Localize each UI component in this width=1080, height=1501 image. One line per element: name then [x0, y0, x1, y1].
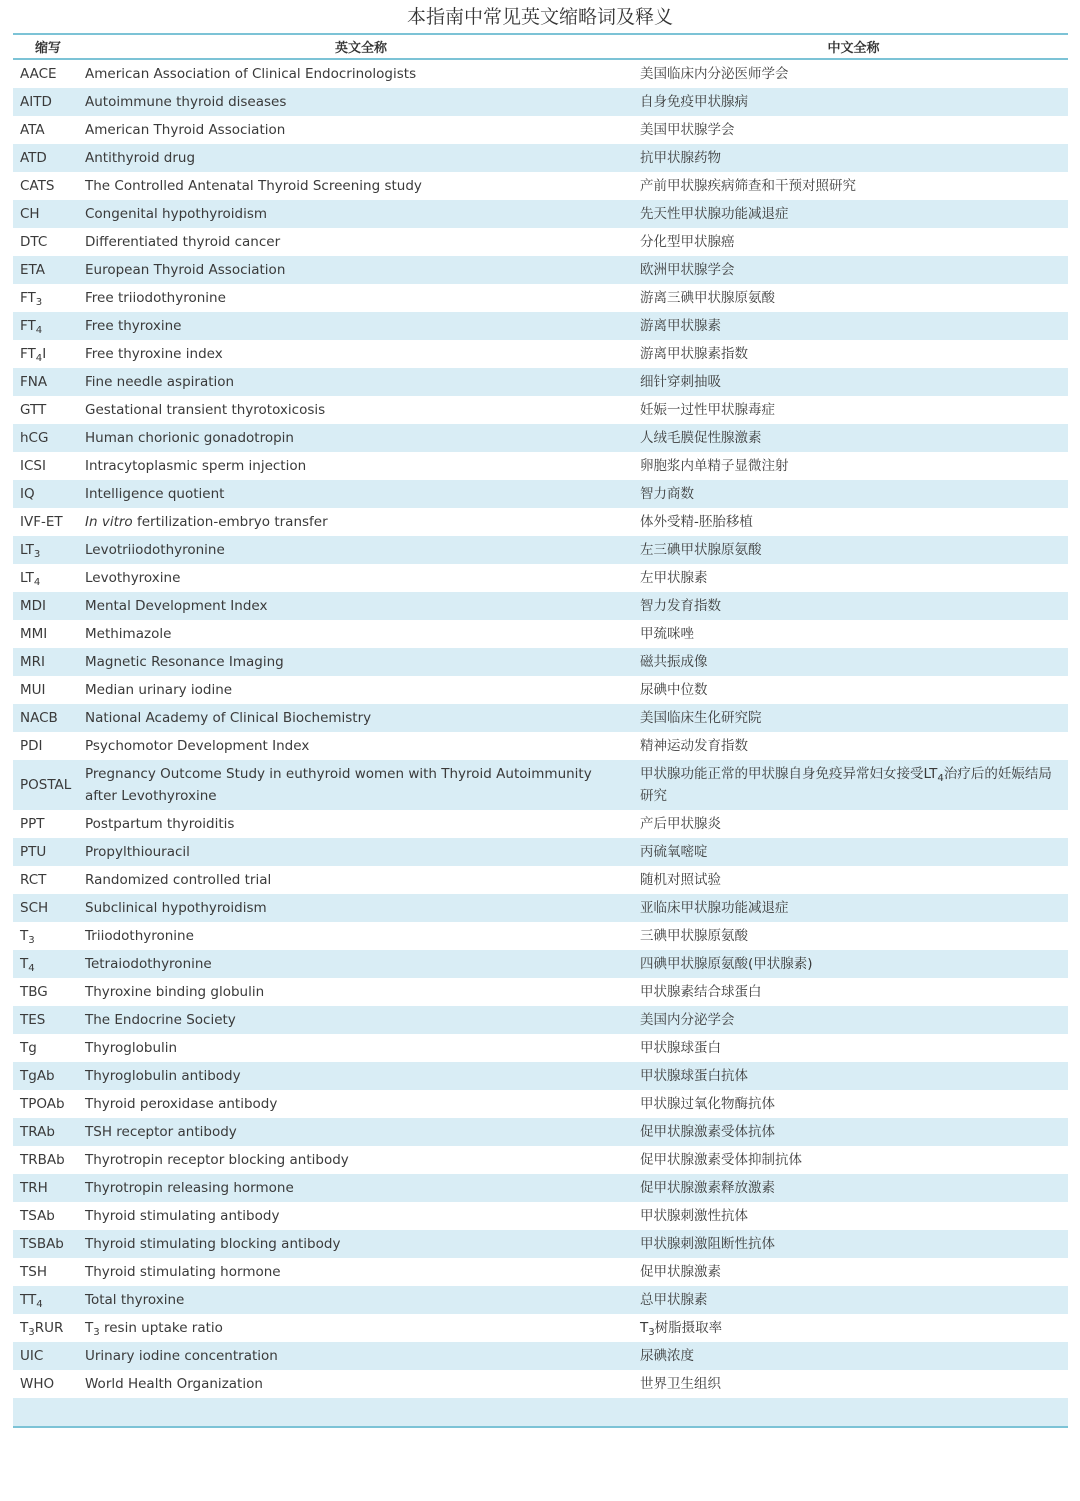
english-name-cell: Thyroid peroxidase antibody: [85, 1096, 278, 1112]
english-name-cell: Tetraiodothyronine: [83, 950, 639, 978]
table-row: [13, 648, 1068, 676]
abbreviation-cell: AACE: [20, 66, 57, 82]
chinese-name-cell: 游离三碘甲状腺原氨酸: [640, 290, 775, 306]
chinese-name-cell: 游离甲状腺素指数: [640, 346, 748, 362]
chinese-name-cell: $T_3$树脂摄取率: [640, 1320, 723, 1339]
abbreviation-cell: POSTAL: [13, 760, 83, 810]
english-name-cell: Human chorionic gonadotropin: [83, 424, 639, 452]
chinese-name-cell: 甲状腺素结合球蛋白: [640, 984, 762, 1000]
english-name-cell: Propylthiouracil: [83, 838, 639, 866]
chinese-name-cell: 细针穿刺抽吸: [639, 368, 1068, 396]
english-name-cell: Postpartum thyroiditis: [85, 816, 235, 832]
table-row: [13, 424, 1068, 452]
english-name-cell: Intracytoplasmic sperm injection: [85, 458, 307, 474]
abbreviation-cell: TRH: [13, 1174, 83, 1202]
abbreviation-table: [13, 33, 1068, 1428]
abbreviation-cell: $T_3$: [20, 928, 35, 947]
table-row: [13, 810, 1068, 838]
english-name-cell: Psychomotor Development Index: [85, 738, 310, 754]
chinese-name-cell: 甲状腺球蛋白: [640, 1040, 721, 1056]
chinese-name-cell: 磁共振成像: [639, 648, 1068, 676]
table-row: [13, 452, 1068, 480]
chinese-name-cell: 促甲状腺激素释放激素: [639, 1174, 1068, 1202]
chinese-name-cell: 智力发育指数: [639, 592, 1068, 620]
english-name-cell: Methimazole: [85, 626, 172, 642]
abbreviation-cell: hCG: [13, 424, 83, 452]
english-name-cell: Thyroid stimulating antibody: [85, 1208, 280, 1224]
english-name-cell: Fine needle aspiration: [83, 368, 639, 396]
english-name-cell: Autoimmune thyroid diseases: [83, 88, 639, 116]
abbreviation-cell: PTU: [13, 838, 83, 866]
table-row: [13, 1062, 1068, 1090]
chinese-name-cell: 促甲状腺激素: [640, 1264, 721, 1280]
chinese-name-cell: 左三碘甲状腺原氨酸: [639, 536, 1068, 564]
abbreviation-cell: ATA: [20, 122, 45, 138]
abbreviation-cell: WHO: [20, 1376, 55, 1392]
table-row: [13, 1090, 1068, 1118]
english-name-cell: Randomized controlled trial: [85, 872, 272, 888]
table-row: [13, 760, 1068, 810]
table-row: [13, 396, 1068, 424]
table-row: [13, 200, 1068, 228]
table-row: [13, 1342, 1068, 1370]
english-name-cell: European Thyroid Association: [83, 256, 639, 284]
chinese-name-cell: 游离甲状腺素: [639, 312, 1068, 340]
table-row: [13, 950, 1068, 978]
chinese-name-cell: 人绒毛膜促性腺激素: [639, 424, 1068, 452]
english-name-cell: [83, 508, 639, 536]
chinese-name-cell: 精神运动发育指数: [640, 738, 748, 754]
table-row: [13, 59, 1068, 88]
chinese-name-cell: 体外受精-胚胎移植: [640, 514, 753, 530]
table-row: [13, 1286, 1068, 1314]
english-name-text: fertilization-embryo transfer: [132, 514, 328, 530]
chinese-name-cell: 欧洲甲状腺学会: [639, 256, 1068, 284]
chinese-name-cell: 促甲状腺激素受体抑制抗体: [640, 1152, 802, 1168]
abbreviation-cell: TSBAb: [13, 1230, 83, 1258]
english-name-cell: TSH receptor antibody: [83, 1118, 639, 1146]
english-name-cell: Total thyroxine: [83, 1286, 639, 1314]
table-row: [13, 116, 1068, 144]
english-name-cell: Urinary iodine concentration: [83, 1342, 639, 1370]
table-footer-band: [13, 1398, 1068, 1427]
table-header: [13, 34, 1068, 59]
table-row: [13, 1006, 1068, 1034]
chinese-name-cell: 美国甲状腺学会: [640, 122, 735, 138]
english-name-cell: Congenital hypothyroidism: [83, 200, 639, 228]
english-name-cell: Triiodothyronine: [85, 928, 194, 944]
table-row: [13, 732, 1068, 760]
chinese-name-cell: 智力商数: [639, 480, 1068, 508]
table-row: [13, 676, 1068, 704]
english-name-cell: Free triiodothyronine: [85, 290, 226, 306]
header-row: [13, 34, 1068, 59]
abbreviation-cell: FNA: [13, 368, 83, 396]
abbreviation-cell: TgAb: [13, 1062, 83, 1090]
abbreviation-cell: SCH: [13, 894, 83, 922]
chinese-name-cell: 产后甲状腺炎: [640, 816, 721, 832]
abbreviation-cell: PPT: [20, 816, 45, 832]
chinese-name-cell: 世界卫生组织: [640, 1376, 721, 1392]
abbreviation-cell: MUI: [20, 682, 46, 698]
table-row: [13, 564, 1068, 592]
abbreviation-cell: TES: [13, 1006, 83, 1034]
chinese-name-cell: 三碘甲状腺原氨酸: [640, 928, 748, 944]
abbreviation-cell: TRAb: [13, 1118, 83, 1146]
abbreviation-cell: TSH: [20, 1264, 47, 1280]
english-name-cell: The Controlled Antenatal Thyroid Screening study: [85, 178, 422, 194]
english-name-cell: Thyroid stimulating hormone: [85, 1264, 281, 1280]
abbreviation-cell: $LT_3$: [13, 536, 83, 564]
abbreviation-cell: MMI: [20, 626, 48, 642]
table-row: [13, 508, 1068, 536]
table-row: [13, 922, 1068, 950]
table-row: [13, 978, 1068, 1006]
chinese-name-cell: 卵胞浆内单精子显微注射: [640, 458, 789, 474]
abbreviation-cell: $T_3RUR$: [20, 1320, 64, 1339]
table-row: [13, 894, 1068, 922]
table-row: [13, 1118, 1068, 1146]
chinese-name-cell: 随机对照试验: [640, 872, 721, 888]
abbreviation-cell: ATD: [13, 144, 83, 172]
chinese-name-cell: 尿碘浓度: [639, 1342, 1068, 1370]
abbreviation-cell: Tg: [20, 1040, 37, 1056]
english-name-cell: Gestational transient thyrotoxicosis: [85, 402, 326, 418]
abbreviation-cell: CH: [13, 200, 83, 228]
abbreviation-cell: $T_4$: [13, 950, 83, 978]
chinese-name-cell: 甲状腺功能正常的甲状腺自身免疫异常妇女接受$LT_4$治疗后的妊娠结局研究: [639, 760, 1068, 810]
abbreviation-cell: PDI: [20, 738, 43, 754]
abbreviation-cell: ICSI: [20, 458, 46, 474]
table-row: [13, 838, 1068, 866]
empty-cell: [13, 1398, 83, 1427]
abbreviation-cell: TRBAb: [20, 1152, 65, 1168]
empty-cell: [83, 1398, 639, 1427]
abbreviation-cell: TBG: [20, 984, 48, 1000]
table-body: [13, 59, 1068, 1427]
table-row: [13, 704, 1068, 732]
english-name-cell: American Thyroid Association: [85, 122, 286, 138]
abbreviation-cell: GTT: [20, 402, 47, 418]
chinese-name-cell: 四碘甲状腺原氨酸(甲状腺素): [639, 950, 1068, 978]
chinese-name-cell: 美国临床生化研究院: [639, 704, 1068, 732]
english-name-cell: Levotriiodothyronine: [83, 536, 639, 564]
english-name-cell: Intelligence quotient: [83, 480, 639, 508]
english-name-cell: Thyroid stimulating blocking antibody: [83, 1230, 639, 1258]
table-row: [13, 1258, 1068, 1286]
abbreviation-cell: $LT_4$: [20, 570, 41, 589]
english-name-cell: The Endocrine Society: [83, 1006, 639, 1034]
abbreviation-cell: AITD: [13, 88, 83, 116]
chinese-name-cell: 分化型甲状腺癌: [640, 234, 735, 250]
table-row: [13, 480, 1068, 508]
chinese-name-cell: 抗甲状腺药物: [639, 144, 1068, 172]
table-row: [13, 592, 1068, 620]
english-name-cell: Subclinical hypothyroidism: [83, 894, 639, 922]
english-name-cell: $T_3$ resin uptake ratio: [85, 1320, 223, 1339]
chinese-name-cell: 美国内分泌学会: [639, 1006, 1068, 1034]
abbreviation-cell: RCT: [20, 872, 47, 888]
abbreviation-cell: CATS: [20, 178, 55, 194]
table-row: [13, 284, 1068, 312]
chinese-name-cell: 促甲状腺激素受体抗体: [639, 1118, 1068, 1146]
header-english-full-name: 英文全称: [83, 34, 639, 59]
english-name-cell: Pregnancy Outcome Study in euthyroid women with Thyroid Autoimmunity after Levothyroxine: [83, 760, 639, 810]
table-row: [13, 1146, 1068, 1174]
page-title: 本指南中常见英文缩略词及释义: [406, 6, 673, 28]
table-row: [13, 1230, 1068, 1258]
abbreviation-cell: $FT_4I$: [20, 346, 47, 365]
chinese-name-cell: 左甲状腺素: [640, 570, 708, 586]
table-row: [13, 620, 1068, 648]
chinese-name-cell: 先天性甲状腺功能减退症: [639, 200, 1068, 228]
header-abbreviation: 缩写: [13, 34, 83, 59]
english-name-cell: American Association of Clinical Endocrinologists: [85, 66, 417, 82]
english-name-cell: National Academy of Clinical Biochemistry: [83, 704, 639, 732]
abbreviation-cell: IVF-ET: [20, 514, 63, 530]
table-row: [13, 1174, 1068, 1202]
table-row: [13, 1370, 1068, 1398]
table-row: [13, 256, 1068, 284]
table-row: [13, 88, 1068, 116]
chinese-name-cell: 自身免疫甲状腺病: [639, 88, 1068, 116]
table-row: [13, 866, 1068, 894]
header-chinese-full-name: 中文全称: [639, 34, 1068, 59]
abbreviation-cell: ETA: [13, 256, 83, 284]
table-row: [13, 1314, 1068, 1342]
chinese-name-cell: 甲状腺过氧化物酶抗体: [640, 1096, 775, 1112]
chinese-name-cell: 亚临床甲状腺功能减退症: [639, 894, 1068, 922]
table-row: [13, 368, 1068, 396]
english-name-cell: Thyrotropin releasing hormone: [83, 1174, 639, 1202]
table-row: [13, 536, 1068, 564]
chinese-name-cell: 丙硫氧嘧啶: [639, 838, 1068, 866]
chinese-name-cell: 尿碘中位数: [640, 682, 708, 698]
english-name-cell: Thyroglobulin: [85, 1040, 178, 1056]
abbreviation-cell: DTC: [20, 234, 48, 250]
english-name-cell: Free thyroxine index: [85, 346, 223, 362]
table-row: [13, 172, 1068, 200]
chinese-name-cell: 甲状腺刺激性抗体: [640, 1208, 748, 1224]
chinese-name-cell: 产前甲状腺疾病筛查和干预对照研究: [640, 178, 856, 194]
chinese-name-cell: 妊娠一过性甲状腺毒症: [640, 402, 775, 418]
english-name-cell: Differentiated thyroid cancer: [85, 234, 281, 250]
english-name-cell: Free thyroxine: [83, 312, 639, 340]
abbreviation-cell: IQ: [13, 480, 83, 508]
abbreviation-cell: TPOAb: [20, 1096, 65, 1112]
english-name-cell: Thyroxine binding globulin: [85, 984, 265, 1000]
table-row: [13, 1034, 1068, 1062]
abbreviation-cell: NACB: [13, 704, 83, 732]
abbreviation-cell: UIC: [13, 1342, 83, 1370]
english-name-cell: Median urinary iodine: [85, 682, 233, 698]
table-row: [13, 340, 1068, 368]
chinese-name-cell: 甲状腺刺激阻断性抗体: [639, 1230, 1068, 1258]
abbreviation-cell: MRI: [13, 648, 83, 676]
chinese-name-cell: 甲巯咪唑: [640, 626, 694, 642]
abbreviation-cell: MDI: [13, 592, 83, 620]
abbreviation-cell: $TT_4$: [13, 1286, 83, 1314]
english-name-cell: Levothyroxine: [85, 570, 181, 586]
chinese-name-cell: 总甲状腺素: [639, 1286, 1068, 1314]
abbreviation-cell: $FT_4$: [13, 312, 83, 340]
english-name-cell: Thyroglobulin antibody: [83, 1062, 639, 1090]
english-name-italic: In vitro: [85, 514, 133, 530]
chinese-name-cell: 甲状腺球蛋白抗体: [639, 1062, 1068, 1090]
english-name-cell: Thyrotropin receptor blocking antibody: [85, 1152, 349, 1168]
english-name-cell: Mental Development Index: [83, 592, 639, 620]
english-name-cell: Antithyroid drug: [83, 144, 639, 172]
table-row: [13, 312, 1068, 340]
table-row: [13, 1202, 1068, 1230]
english-name-cell: World Health Organization: [85, 1376, 263, 1392]
empty-cell: [639, 1398, 1068, 1427]
table-row: [13, 228, 1068, 256]
abbreviation-cell: TSAb: [20, 1208, 55, 1224]
chinese-name-cell: 美国临床内分泌医师学会: [640, 66, 789, 82]
table-row: [13, 144, 1068, 172]
abbreviation-cell: $FT_3$: [20, 290, 43, 309]
english-name-cell: Magnetic Resonance Imaging: [83, 648, 639, 676]
